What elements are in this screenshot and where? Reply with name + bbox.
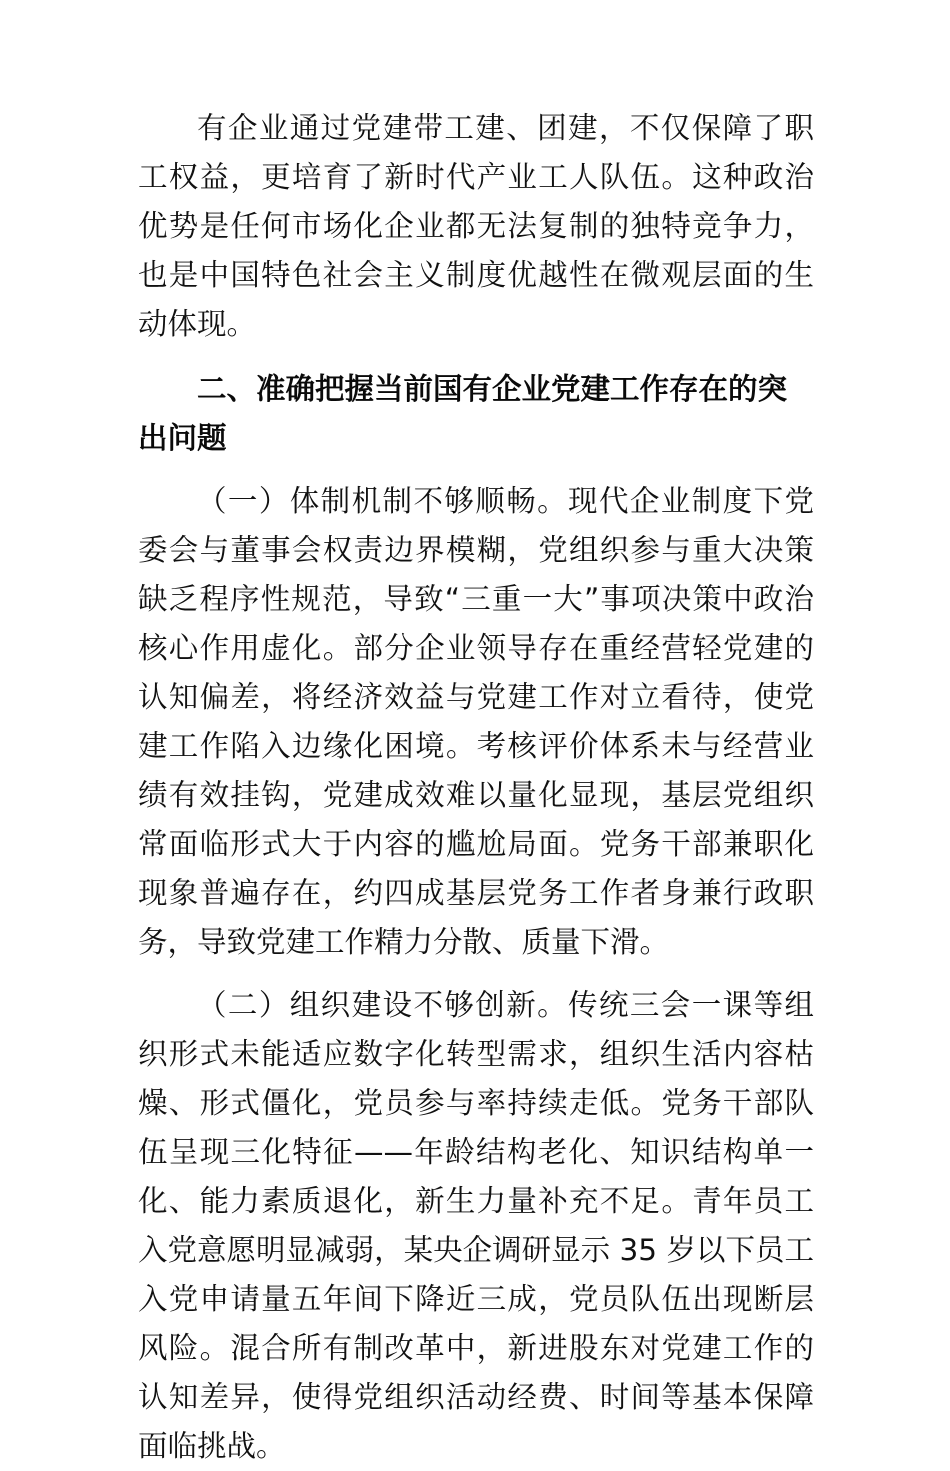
paragraph-party-building-advantage: 有企业通过党建带工建、团建，不仅保障了职工权益，更培育了新时代产业工人队伍。这种政治优势是任何市场化企业都无法复制的独特竞争力，也是中国特色社会主义制度优越性在微观层面的生动体现。 bbox=[138, 111, 814, 341]
paragraph-subsection-two: （二）组织建设不够创新。传统三会一课等组织形式未能适应数字化转型需求，组织生活内容枯燥、形式僵化，党员参与率持续走低。党务干部队伍呈现三化特征——年龄结构老化、知识结构单一化、能力素质退化，新生力量补充不足。青年员工入党意愿明显减弱，某央企调研显示 35 岁以下员工入党申请量五年间下降近三成，党员队伍出现断层风险。混合所有制改革中，新进股东对党建工作的认知差异，使得党组织活动经费、时间等基本保障面临挑战。 bbox=[138, 988, 814, 1463]
heading-section-two: 二、准确把握当前国有企业党建工作存在的突出问题 bbox=[138, 372, 788, 455]
document-text-body bbox=[138, 104, 814, 1471]
paragraph-subsection-one: （一）体制机制不够顺畅。现代企业制度下党委会与董事会权责边界模糊，党组织参与重大决策缺乏程序性规范，导致“三重一大”事项决策中政治核心作用虚化。部分企业领导存在重经营轻党建的认知偏差，将经济效益与党建工作对立看待，使党建工作陷入边缘化困境。考核评价体系未与经营业绩有效挂钩，党建成效难以量化显现，基层党组织常面临形式大于内容的尴尬局面。党务干部兼职化现象普遍存在，约四成基层党务工作者身兼行政职务，导致党建工作精力分散、质量下滑。 bbox=[138, 484, 814, 959]
